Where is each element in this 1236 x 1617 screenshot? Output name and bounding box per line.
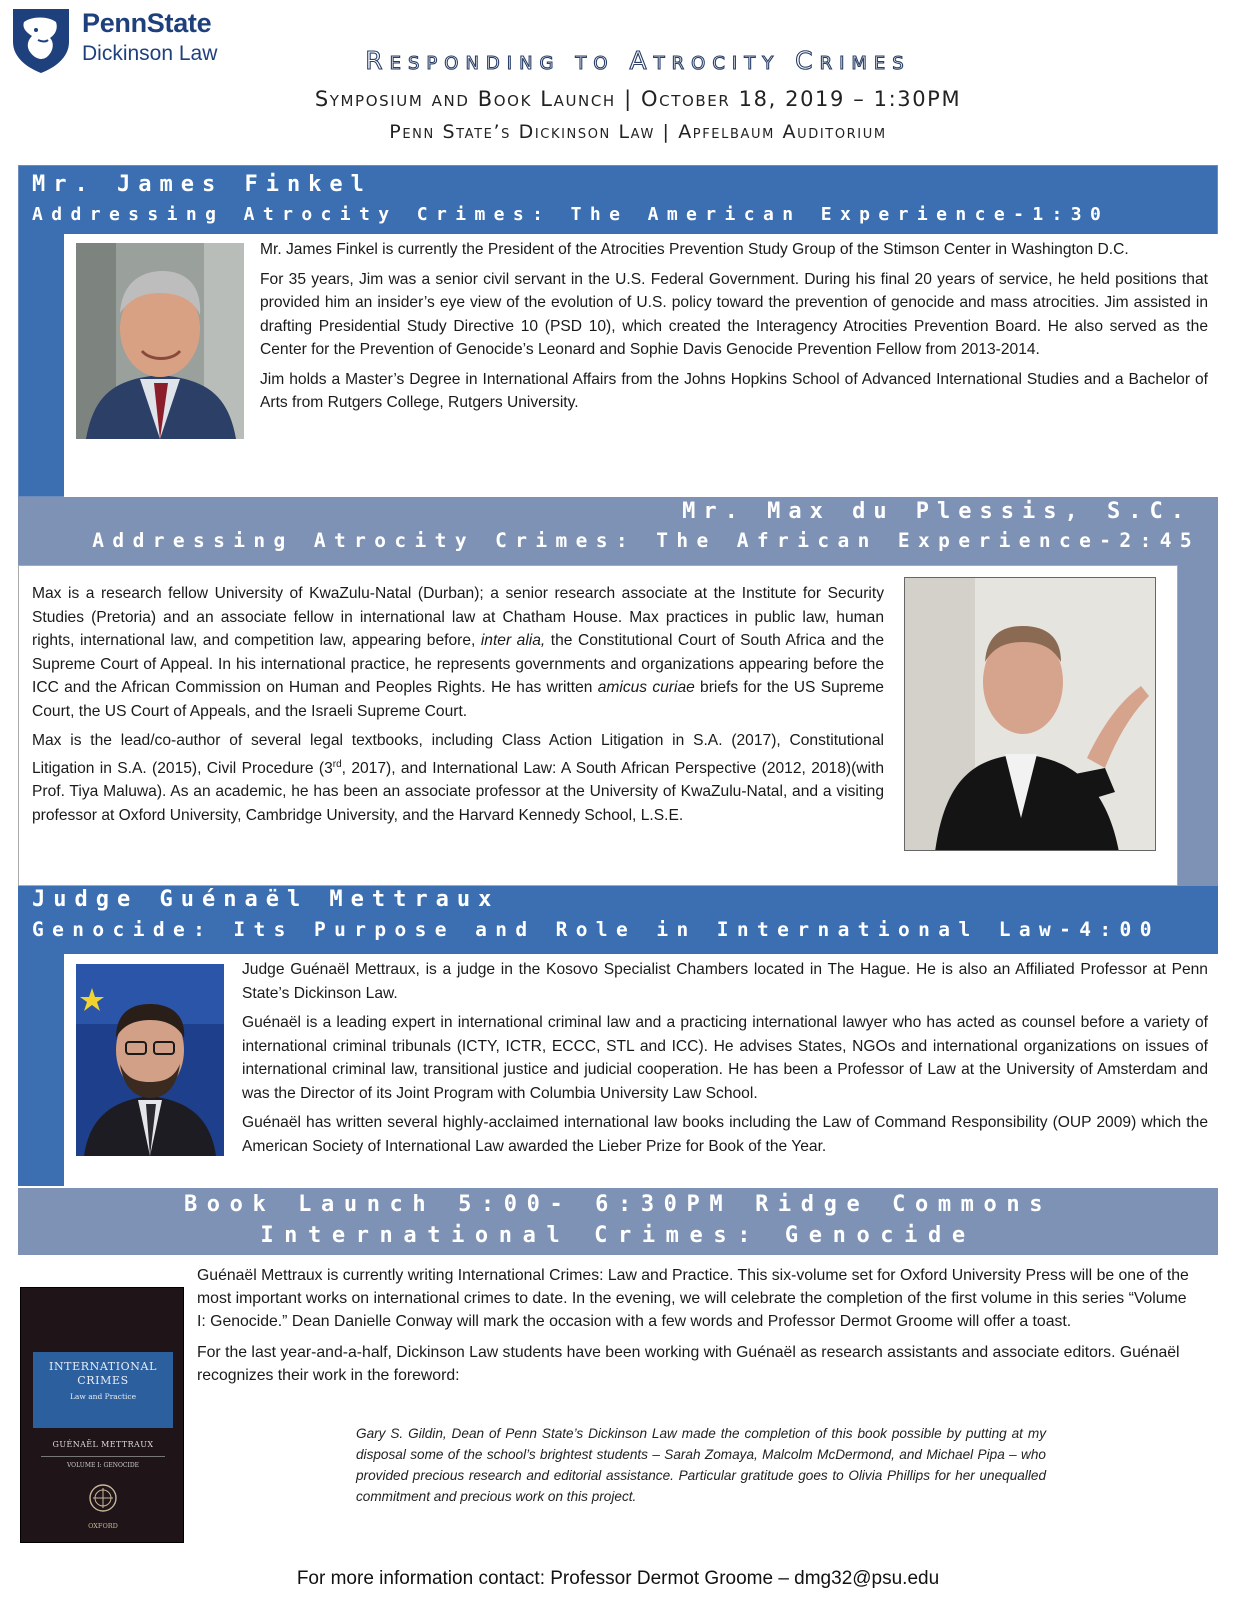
speaker-1-talk: Addressing Atrocity Crimes: The American Experience-1:30 — [32, 204, 1110, 225]
speaker-2-talk: Addressing Atrocity Crimes: The African Experience-2:45 — [92, 529, 1200, 552]
book-cover — [20, 1287, 184, 1543]
speaker-3-bio — [242, 958, 1208, 1164]
bio-paragraph: For 35 years, Jim was a senior civil servant in the U.S. Federal Government. During his final 20 years of service, he held positions that provided him an insider’s eye view of the evolution of U.S. policy toward the prevention of genocide and mass atrocities. Jim assisted in drafting Presidential Study Directive 10 (PSD 10), which created the Interagency Atrocities Prevention Board. He also served as the Center for the Prevention of Genocide’s Leonard and Sophie Davis Genocide Prevention Fellow from 2013-2014. — [260, 270, 1208, 358]
bio-paragraph: Guénaël is a leading expert in international criminal law and a practicing international lawyer who has acted as counsel before a variety of international criminal tribunals (ICTY, ICTR, ECCC, STL and ICC). He advises States, NGOs and international organizations on issues of international criminal law, transitional justice and judicial cooperation. He has been a Professor of Law at the University of Amsterdam and was the Director of its Joint Program with Columbia University Law School. — [242, 1014, 1208, 1102]
logo-subtitle: Dickinson Law — [82, 42, 218, 65]
speaker-3-talk: Genocide: Its Purpose and Role in International Law-4:00 — [32, 918, 1160, 941]
speaker-3-photo — [76, 964, 224, 1156]
page-title: Responding to Atrocity Crimes — [365, 46, 911, 75]
cover-title: INTERNATIONAL CRIMES — [49, 1360, 157, 1387]
max-du-plessis-portrait — [905, 578, 1156, 851]
cover-publisher: OXFORD — [88, 1522, 118, 1530]
speaker-1-bar — [18, 165, 1218, 233]
book-launch-time: Book Launch 5:00- 6:30PM Ridge Commons — [183, 1192, 1053, 1217]
book-description — [197, 1264, 1199, 1394]
book-paragraph: Guénaël Mettraux is currently writing International Crimes: Law and Practice. This six-volume set for Oxford University Press will be one of the most important works on international crimes to date. In the evening, we will celebrate the completion of the first volume in this series “Volume I: Genocide.” Dean Danielle Conway will mark the occasion with a few words and Professor Dermot Groome will offer a toast. — [197, 1267, 1189, 1331]
speaker-1-name: Mr. James Finkel — [32, 172, 372, 197]
event-subtitle: Symposium and Book Launch | October 18, 2019 – 1:30PM — [314, 87, 962, 111]
cover-volume: VOLUME I: GENOCIDE — [66, 1462, 140, 1469]
speaker-3-bar — [18, 886, 1218, 954]
cover-rule — [41, 1456, 165, 1457]
oxford-crest-icon — [87, 1482, 119, 1518]
bio-paragraph: Judge Guénaël Mettraux, is a judge in the Kosovo Specialist Chambers located in The Hague. He is also an Affiliated Professor at Penn State’s Dickinson Law. — [242, 961, 1208, 1002]
contact-info: For more information contact: Professor Dermot Groome – dmg32@psu.edu — [296, 1568, 940, 1589]
speaker-2-bar — [18, 497, 1218, 565]
bio-paragraph: Max is a research fellow University of KwaZulu-Natal (Durban); a senior research associate at the Institute for Security Studies (Pretoria) and an associate fellow in international law at Chatham House. Max practices in public law, human rights, international law, and competition law, appearing before, inter alia, the Constitutional Court of South Africa and the Supreme Court of Appeal. In his international practice, he represents governments and organizations appearing before the ICC and the African Commission on Human and Peoples Rights. He has written amicus curiae briefs for the US Supreme Court, the US Court of Appeals, and the Israeli Supreme Court. — [32, 585, 885, 720]
book-paragraph: For the last year-and-a-half, Dickinson Law students have been working with Guénaël as research assistants and associate editors. Guénaël recognizes their work in the foreword: — [197, 1343, 1180, 1384]
event-venue: Penn State’s Dickinson Law | Apfelbaum Auditorium — [389, 121, 887, 143]
foreword-quote: Gary S. Gildin, Dean of Penn State’s Dickinson Law made the completion of this book possible by putting at my disposal some of the school’s brightest students – Sarah Zomaya, Malcolm McDermond, and Michael Pipa – who provided precious research and editorial assistance. Particular gratitude goes to Olivia Phillips for her unequalled commitment and precious work on this project. — [356, 1426, 1046, 1504]
speaker-2-name: Mr. Max du Plessis, S.C. — [682, 499, 1192, 524]
guenael-mettraux-portrait — [76, 964, 224, 1156]
speaker-3-name: Judge Guénaël Mettraux — [32, 887, 500, 912]
bio-paragraph: Guénaël has written several highly-acclaimed international law books including the Law of Command Responsibility (OUP 2009) which the American Society of International Law awarded the Lieber Prize for Book of the Year. — [242, 1114, 1208, 1155]
speaker-2-photo — [904, 577, 1156, 851]
bio-paragraph: Max is the lead/co-author of several legal textbooks, including Class Action Litigation in S.A. (2017), Constitutional Litigation in S.A. (2015), Civil Procedure (3rd, 2017), and International Law: A South African Perspective (2012, 2018)(with Prof. Tiya Maluwa). As an academic, he has been an associate professor at the University of KwaZulu-Natal, and a visiting professor at Oxford University, Cambridge University, and the Harvard Kennedy School, L.S.E. — [32, 732, 884, 824]
logo-wordmark: PennState — [82, 8, 212, 38]
cover-title-panel — [33, 1352, 173, 1428]
cover-subtitle: Law and Practice — [69, 1392, 137, 1401]
speaker-1-photo — [76, 243, 244, 439]
bio-paragraph: Jim holds a Master’s Degree in International Affairs from the Johns Hopkins School of Advanced International Studies and a Bachelor of Arts from Rutgers College, Rutgers University. — [260, 370, 1208, 411]
book-launch-bar — [18, 1188, 1218, 1255]
cover-author: GUÉNAËL METTRAUX — [52, 1440, 154, 1449]
book-title: International Crimes: Genocide — [260, 1223, 976, 1248]
bio-paragraph: Mr. James Finkel is currently the President of the Atrocities Prevention Study Group of the Stimson Center in Washington D.C. — [260, 241, 1129, 258]
speaker-1-bio — [260, 238, 1208, 421]
james-finkel-portrait — [76, 243, 244, 439]
speaker-2-bio — [32, 582, 884, 833]
